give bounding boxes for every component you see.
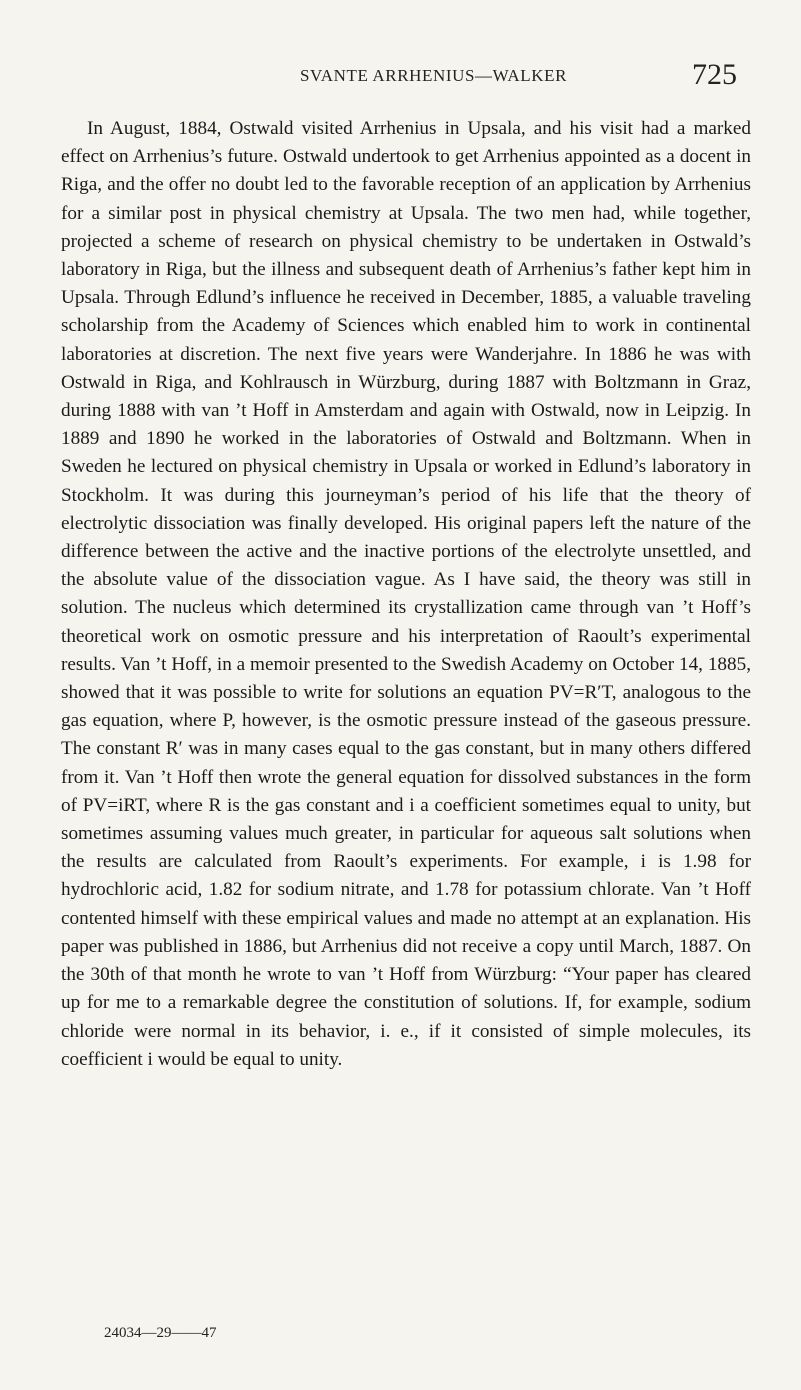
- running-head: SVANTE ARRHENIUS—WALKER: [300, 66, 568, 85]
- printer-signature-code: 24034—29——47: [104, 1325, 217, 1341]
- body-paragraph: In August, 1884, Ostwald visited Arrhenius in Upsala, and his visit had a marked effect on Arrhenius’s future. Ostwald undertook to get Arrhenius appointed as a docent in Riga, and the offer no doubt led to the favorable reception of an application by Arrhenius for a similar post in physical chemistry at Upsala. The two men had, while together, projected a scheme of research on physical chemistry to be undertaken in Ostwald’s laboratory in Riga, but the illness and subsequent death of Arrhenius’s father kept him in Upsala. Through Edlund’s influence he received in December, 1885, a valuable traveling scholarship from the Academy of Sciences which enabled him to work in continental laboratories at discretion. The next five years were Wanderjahre. In 1886 he was with Ostwald in Riga, and Kohlrausch in Würzburg, during 1887 with Boltzmann in Graz, during 1888 with van ’t Hoff in Amsterdam and again with Ostwald, now in Leipzig. In 1889 and 1890 he worked in the laboratories of Ostwald and Boltzmann. When in Sweden he lectured on physical chemistry in Upsala or worked in Edlund’s laboratory in Stockholm. It was during this journeyman’s period of his life that the theory of electrolytic dissociation was finally developed. His original papers left the nature of the difference between the active and the inactive portions of the electrolyte unsettled, and the absolute value of the dissociation vague. As I have said, the theory was still in solution. The nucleus which determined its crystallization came through van ’t Hoff’s theoretical work on osmotic pressure and his interpretation of Raoult’s experimental results. Van ’t Hoff, in a memoir presented to the Swedish Academy on October 14, 1885, showed that it was possible to write for solutions an equation PV=R′T, analogous to the gas equation, where P, however, is the osmotic pressure instead of the gaseous pressure. The constant R′ was in many cases equal to the gas constant, but in many others differed from it. Van ’t Hoff then wrote the general equation for dissolved substances in the form of PV=iRT, where R is the gas constant and i a coefficient sometimes equal to unity, but sometimes assuming values much greater, in particular for aqueous salt solutions when the results are calculated from Raoult’s experiments. For example, i is 1.98 for hydrochloric acid, 1.82 for sodium nitrate, and 1.78 for potassium chlorate. Van ’t Hoff contented himself with these empirical values and made no attempt at an explanation. His paper was published in 1886, but Arrhenius did not receive a copy until March, 1887. On the 30th of that month he wrote to van ’t Hoff from Würzburg: “Your paper has cleared up for me to a remarkable degree the constitution of solutions. If, for example, sodium chloride were normal in its behavior, i. e., if it consisted of simple molecules, its coefficient i would be equal to unity.: [61, 118, 751, 1070]
- page-number: 725: [692, 58, 737, 91]
